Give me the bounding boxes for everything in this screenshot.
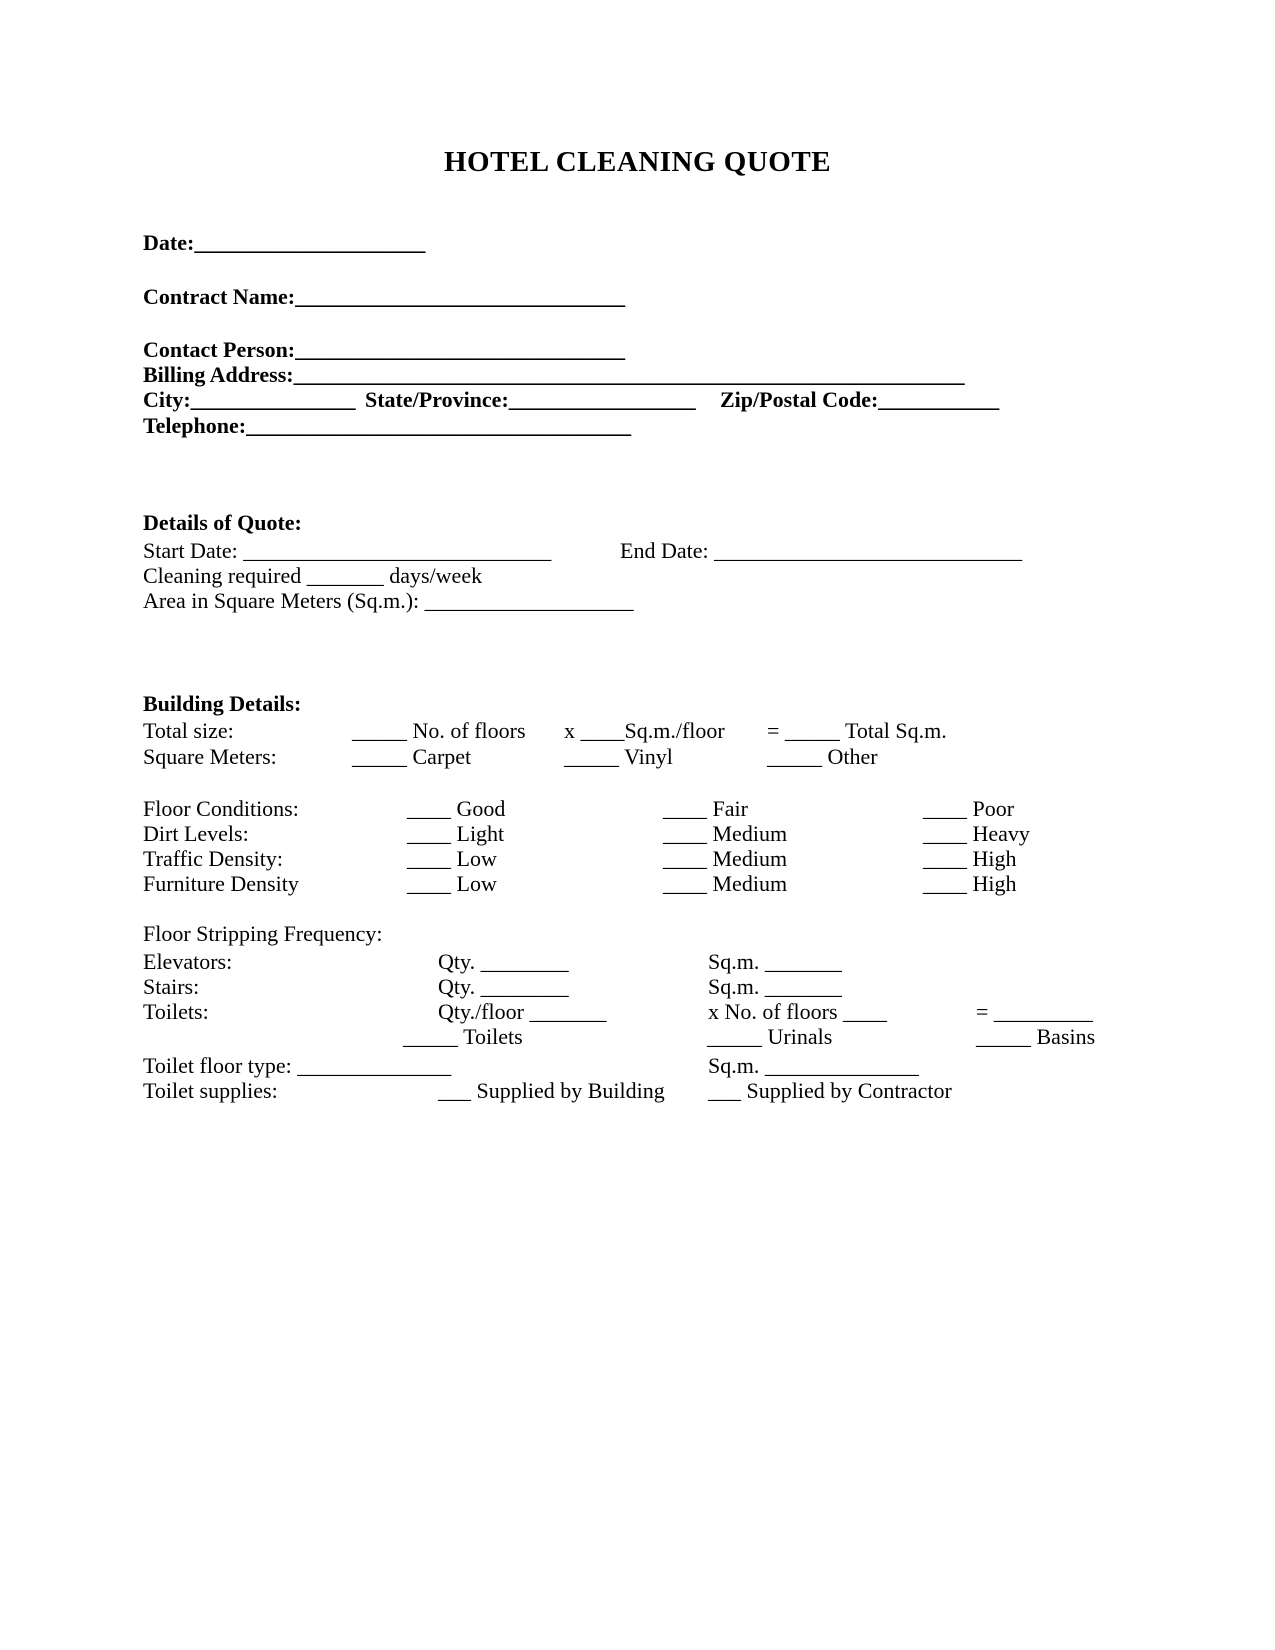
stairs-sqm-blank: Sq.m. _______ (708, 974, 842, 999)
city-field (143, 387, 356, 412)
start-date-blank-line: ____________________________ (243, 538, 552, 563)
total-size-total-sqm-blank: = _____ Total Sq.m. (767, 718, 947, 743)
toilet-floor-type-row (143, 1053, 919, 1079)
toilet-floor-type-field (143, 1053, 451, 1078)
toilets-label: Toilets: (143, 999, 209, 1024)
floor-conditions-poor-option: ____ Poor (923, 796, 1015, 821)
floor-conditions-good-option: ____ Good (407, 796, 506, 821)
toilet-supplies-building-option: ___ Supplied by Building (438, 1078, 665, 1103)
furniture-density-label: Furniture Density (143, 871, 299, 896)
traffic-density-medium-option: ____ Medium (663, 846, 788, 871)
billing-address-field (143, 362, 965, 388)
quote-details-heading: Details of Quote: (143, 510, 302, 535)
start-date-label: Start Date: (143, 538, 238, 563)
toilets-qty-per-floor-blank: Qty./floor _______ (438, 999, 607, 1024)
furniture-density-high-option: ____ High (923, 871, 1017, 896)
telephone-label: Telephone: (143, 413, 247, 438)
floor-conditions-fair-option: ____ Fair (663, 796, 748, 821)
traffic-density-high-option: ____ High (923, 846, 1017, 871)
billing-address-blank-line: _____________________________________________________________ (293, 362, 965, 387)
quote-details-section-heading (143, 510, 302, 536)
end-date-field (620, 538, 1022, 564)
square-meters-label: Square Meters: (143, 744, 277, 769)
square-meters-other-blank: _____ Other (767, 744, 878, 769)
total-size-row (143, 718, 947, 744)
toilet-supplies-label: Toilet supplies: (143, 1078, 278, 1103)
toilets-row (143, 999, 1093, 1025)
floor-stripping-heading: Floor Stripping Frequency: (143, 921, 383, 946)
end-date-blank-line: ____________________________ (714, 538, 1023, 563)
stairs-row (143, 974, 842, 1000)
zip-postal-code-blank-line: ___________ (878, 387, 1000, 412)
cleaning-required-prefix: Cleaning required (143, 563, 302, 588)
date-blank-line: _____________________ (194, 230, 426, 255)
telephone-field (143, 413, 631, 439)
toilet-floor-type-sqm-blank: Sq.m. ______________ (708, 1053, 919, 1078)
city-label: City: (143, 387, 191, 412)
dirt-levels-light-option: ____ Light (407, 821, 505, 846)
contact-person-label: Contact Person: (143, 337, 296, 362)
toilet-supplies-contractor-option: ___ Supplied by Contractor (708, 1078, 952, 1103)
building-details-section-heading (143, 691, 301, 717)
elevators-label: Elevators: (143, 949, 233, 974)
telephone-blank-line: ___________________________________ (246, 413, 632, 438)
city-blank-line: _______________ (190, 387, 356, 412)
traffic-density-low-option: ____ Low (407, 846, 497, 871)
stairs-label: Stairs: (143, 974, 200, 999)
form-title: HOTEL CLEANING QUOTE (443, 146, 832, 178)
floor-stripping-section-heading (143, 921, 383, 947)
area-field (143, 588, 634, 614)
contract-name-field (143, 284, 625, 310)
stairs-qty-blank: Qty. ________ (438, 974, 569, 999)
toilets-total-blank: = _________ (976, 999, 1093, 1024)
total-size-floors-blank: _____ No. of floors (352, 718, 526, 743)
state-province-blank-line: _________________ (508, 387, 696, 412)
quote-dates-row (143, 538, 1023, 564)
toilet-floor-type-blank-line: ______________ (297, 1053, 452, 1078)
end-date-label: End Date: (620, 538, 709, 563)
total-size-label: Total size: (143, 718, 234, 743)
state-province-field (365, 387, 696, 413)
date-label: Date: (143, 230, 195, 255)
contact-person-field (143, 337, 625, 363)
traffic-density-row (143, 846, 1017, 872)
cleaning-required-field (143, 563, 482, 589)
area-blank-line: ___________________ (424, 588, 634, 613)
billing-address-label: Billing Address: (143, 362, 294, 387)
elevators-sqm-blank: Sq.m. _______ (708, 949, 842, 974)
floor-conditions-row (143, 796, 1015, 822)
dirt-levels-row (143, 821, 1030, 847)
toilet-floor-type-label: Toilet floor type: (143, 1053, 292, 1078)
square-meters-vinyl-blank: _____ Vinyl (564, 744, 673, 769)
building-details-heading: Building Details: (143, 691, 302, 716)
square-meters-row (143, 744, 878, 770)
elevators-qty-blank: Qty. ________ (438, 949, 569, 974)
fixtures-basins-blank: _____ Basins (976, 1024, 1096, 1049)
state-province-label: State/Province: (365, 387, 509, 412)
city-state-zip-row (143, 387, 1000, 413)
contact-person-blank-line: ______________________________ (295, 337, 626, 362)
area-label: Area in Square Meters (Sq.m.): (143, 588, 420, 613)
fixtures-toilets-blank: _____ Toilets (403, 1024, 523, 1049)
square-meters-carpet-blank: _____ Carpet (352, 744, 472, 769)
fixtures-urinals-blank: _____ Urinals (707, 1024, 833, 1049)
dirt-levels-heavy-option: ____ Heavy (923, 821, 1030, 846)
date-field (143, 230, 425, 256)
toilet-supplies-row (143, 1078, 952, 1104)
dirt-levels-medium-option: ____ Medium (663, 821, 788, 846)
dirt-levels-label: Dirt Levels: (143, 821, 249, 846)
floor-conditions-label: Floor Conditions: (143, 796, 299, 821)
zip-postal-code-label: Zip/Postal Code: (720, 387, 879, 412)
furniture-density-low-option: ____ Low (407, 871, 497, 896)
traffic-density-label: Traffic Density: (143, 846, 283, 871)
toilets-floors-blank: x No. of floors ____ (708, 999, 888, 1024)
furniture-density-medium-option: ____ Medium (663, 871, 788, 896)
elevators-row (143, 949, 842, 975)
furniture-density-row (143, 871, 1017, 897)
cleaning-required-suffix: days/week (389, 563, 483, 588)
cleaning-required-blank-line: _______ (306, 563, 384, 588)
contract-name-blank-line: ______________________________ (295, 284, 626, 309)
total-size-sqm-per-floor-blank: x ____Sq.m./floor (564, 718, 725, 743)
contract-name-label: Contract Name: (143, 284, 296, 309)
start-date-field (143, 538, 551, 563)
zip-postal-code-field (720, 387, 999, 413)
